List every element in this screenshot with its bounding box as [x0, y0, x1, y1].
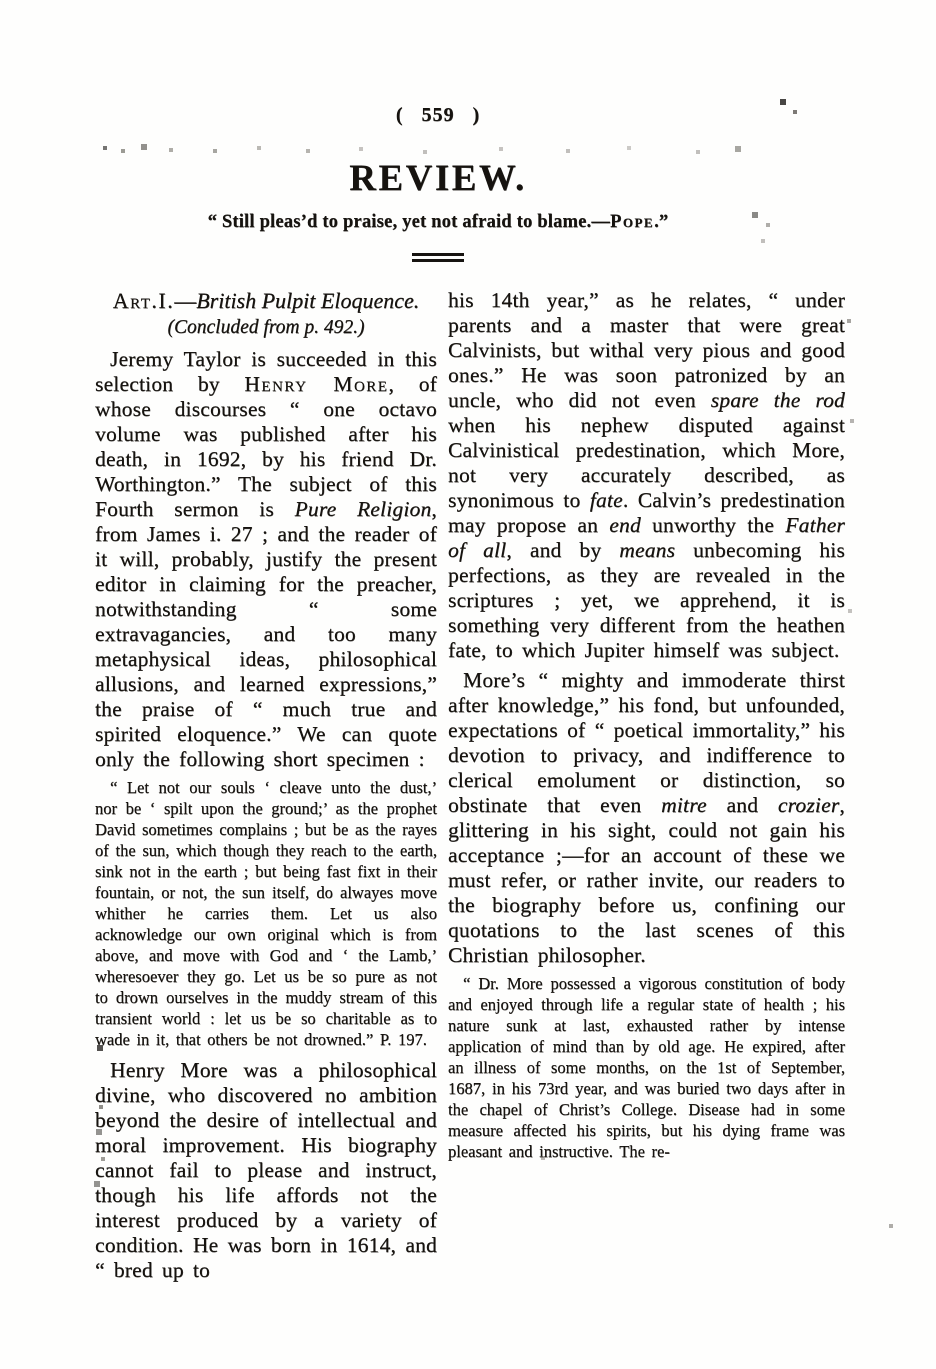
- block-quote: “ Let not our souls ‘ cleave unto the dust,’ nor be ‘ spilt upon the ground;’ as the prophet David sometimes complains ; but be as the rayes of the sun, which though they reach to the earth, sink not in the earth ; but being fast fixt in their fountain, or not, the sun itself, do alwayes move whither he carries them. Let us also acknowledge our own original which is from above, and move with God and ‘ the Lamb,’ wheresoever they go. Let us be so pure as not to drown ourselves in the muddy stream of this transient world : let us be so charitable as to wade in it, that others be not drowned.” P. 197.: [95, 778, 437, 1049]
- scan-speckles: [0, 0, 2, 2]
- article-subheading: (Concluded from p. 492.): [167, 317, 365, 338]
- block-quote: “ Dr. More possessed a vigorous constitution of body and enjoyed through life a regular state of health ; his nature sunk at last, exhausted rather by intense application of mind than by old age. He expired, after an illness of some months, on the 1st of September, 1687, in his 73rd year, and was buried two days after in the chapel of Christ’s College. Disease had in some measure affected his spirits, but his dying frame was pleasant and instructive. The re-: [448, 974, 845, 1161]
- paragraph: his 14th year,” as he relates, “ under parents and a master that were great Calvinists, but withal very pious and good ones.” He was soon patronized by an uncle, who did not even spare the rod when his nephew disputed against Calvinistical predestination, which More, not very accurately described, as synonimous to fate. Calvin’s predestination may propose an end unworthy the Father of all, and by means unbecoming his perfections, as they are revealed in the scriptures ; yet, we apprehend, it is something very different from the heathen fate, to which Jupiter himself was subject.: [448, 288, 846, 662]
- article-heading: Art.I.—British Pulpit Eloquence.: [112, 288, 420, 313]
- page-number: ( 559 ): [395, 104, 481, 126]
- paragraph: Jeremy Taylor is succeeded in this selection by Henry More, of whose discourses “ one octavo volume was published after his death, in 1692, by his friend Dr. Worthington.” The subject of this Fourth sermon is Pure Religion, from James i. 27 ; and the reader of it will, probably, justify the present editor in claiming for the preacher, notwithstanding “ some extravagancies, and too many metaphysical ideas, philosophical allusions, and learned expressions,” the praise of “ much true and spirited eloquence.” We can quote only the following short specimen :: [95, 347, 438, 771]
- paragraph: Henry More was a philosophical divine, who discovered no ambition beyond the desire of intellectual and moral improvement. His biography cannot fail to please and instruct, though his life affords not the interest produced by a variety of condition. He was born in 1614, and “ bred up to: [95, 1058, 437, 1282]
- page-title: REVIEW.: [349, 158, 527, 199]
- page-header: [95, 104, 781, 262]
- article-body: [95, 288, 845, 1288]
- section-divider-rule: [412, 253, 464, 262]
- epigraph: “ Still pleas’d to praise, yet not afraid to blame.—Pope.”: [207, 212, 669, 232]
- right-column: [448, 288, 845, 1288]
- paragraph: More’s “ mighty and immoderate thirst after knowledge,” his fond, but unfounded, expectations of “ poetical immortality,” his devotion to privacy, and indifference to clerical emolument or distinction, so obstinate that even mitre and crozier, glittering in his sight, could not gain his acceptance ;—for an account of these we must refer, or rather invite, our readers to the biography before us, confining our quotations to the last scenes of this Christian philosopher.: [448, 668, 845, 967]
- left-column: [95, 288, 437, 1288]
